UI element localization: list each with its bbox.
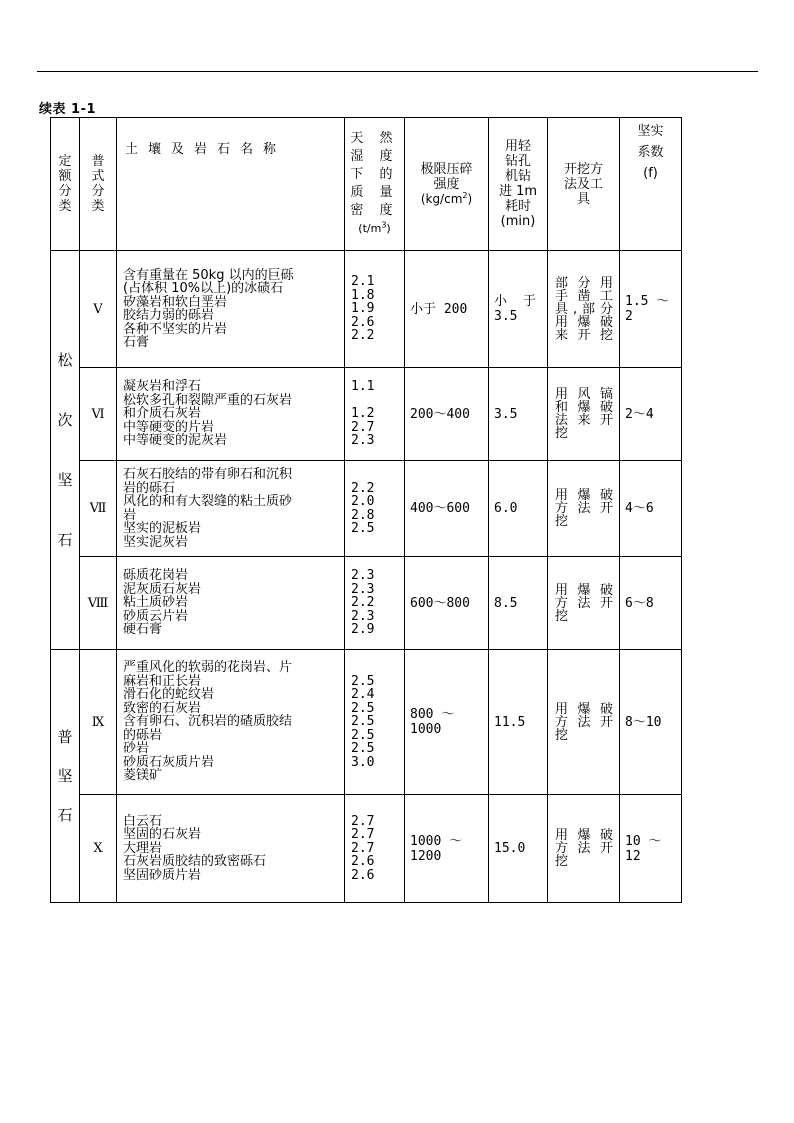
table-row (51, 251, 682, 368)
class-numeral: Ⅹ (80, 795, 117, 903)
class-numeral: Ⅵ (80, 368, 117, 461)
density-values: 2.2 2.0 2.8 2.5 (345, 461, 405, 557)
crush-strength-value: 800 ～ 1000 (405, 650, 489, 795)
density-values: 1.1 1.2 2.7 2.3 (345, 368, 405, 461)
rock-names: 白云石 坚固的石灰岩 大理岩 石灰岩质胶结的致密砾石 坚固砂质片岩 (117, 795, 345, 903)
firmness-coefficient: 4～6 (620, 461, 682, 557)
header-density: 天 然 湿 度 下 的 质 量 密 度 $(t/m^3)$ (345, 118, 405, 251)
density-values: 2.5 2.4 2.5 2.5 2.5 2.5 3.0 (345, 650, 405, 795)
table-row (51, 461, 682, 557)
header-quota-class: 定 额 分 类 (51, 118, 80, 251)
excavation-method: 用 风 镐 和 爆 破 法 来 开 挖 (548, 368, 620, 461)
group-label-ordinary-hard-rock: 普 坚 石 (51, 650, 80, 903)
top-rule (37, 71, 758, 72)
table-row (51, 557, 682, 650)
excavation-method: 用 爆 破 方 法 开 挖 (548, 461, 620, 557)
firmness-coefficient: 6～8 (620, 557, 682, 650)
crush-strength-value: 400～600 (405, 461, 489, 557)
rock-names: 石灰石胶结的带有卵石和沉积 岩的砾石 风化的和有大裂缝的粘土质砂 岩 坚实的泥板岩 坚实泥灰岩 (117, 461, 345, 557)
header-crush-strength: 极限压碎 强度 $(kg/cm^2)$ (405, 118, 489, 251)
excavation-method: 用 爆 破 方 法 开 挖 (548, 557, 620, 650)
header-firmness-coefficient: 坚实 系数 (f) (620, 118, 682, 251)
crush-strength-value: 200～400 (405, 368, 489, 461)
table-row (51, 795, 682, 903)
excavation-method: 用 爆 破 方 法 开 挖 (548, 650, 620, 795)
header-general-class: 普 式 分 类 (80, 118, 117, 251)
crush-strength-value: 小于 200 (405, 251, 489, 368)
excavation-method: 部 分 用 手凿工 具,部分 用 爆 破 来开挖 (548, 251, 620, 368)
class-numeral: Ⅶ (80, 461, 117, 557)
crush-strength-value: 1000 ～ 1200 (405, 795, 489, 903)
class-numeral: Ⅸ (80, 650, 117, 795)
header-excavation-method: 开挖方 法及工 具 (548, 118, 620, 251)
class-numeral: Ⅴ (80, 251, 117, 368)
rock-names: 含有重量在 50kg 以内的巨砾 (占体积 10%以上)的冰碛石 矽藻岩和软白垩岩 胶结力弱的砾岩 各种不坚实的片岩 石膏 (117, 251, 345, 368)
firmness-coefficient: 1.5 ～ 2 (620, 251, 682, 368)
header-drill-time: 用轻 钻孔 机钻 进 1m 耗时 (min) (489, 118, 548, 251)
header-row (51, 118, 682, 251)
density-values: 2.1 1.8 1.9 2.6 2.2 (345, 251, 405, 368)
drill-time-value: 6.0 (489, 461, 548, 557)
firmness-coefficient: 10 ～ 12 (620, 795, 682, 903)
drill-time-value: 11.5 (489, 650, 548, 795)
drill-time-value: 3.5 (489, 368, 548, 461)
firmness-coefficient: 8～10 (620, 650, 682, 795)
table-row (51, 368, 682, 461)
header-soil-rock-name: 土壤及岩石名称 (117, 118, 345, 251)
rock-classification-table (50, 117, 682, 903)
drill-time-value: 8.5 (489, 557, 548, 650)
table-caption: 续表 1-1 (39, 102, 97, 117)
rock-names: 严重风化的软弱的花岗岩、片 麻岩和正长岩 滑石化的蛇纹岩 致密的石灰岩 含有卵石、沉积岩的碴质胶结 的砾岩 砂岩 砂质石灰质片岩 菱镁矿 (117, 650, 345, 795)
crush-strength-value: 600～800 (405, 557, 489, 650)
drill-time-value: 15.0 (489, 795, 548, 903)
density-values: 2.7 2.7 2.7 2.6 2.6 (345, 795, 405, 903)
rock-names: 凝灰岩和浮石 松软多孔和裂隙严重的石灰岩 和介质石灰岩 中等硬变的片岩 中等硬变的泥灰岩 (117, 368, 345, 461)
density-values: 2.3 2.3 2.2 2.3 2.9 (345, 557, 405, 650)
table-row (51, 650, 682, 795)
excavation-method: 用 爆 破 方 法 开 挖 (548, 795, 620, 903)
group-label-soft-rock: 松 次 坚 石 (51, 251, 80, 650)
firmness-coefficient: 2～4 (620, 368, 682, 461)
class-numeral: Ⅷ (80, 557, 117, 650)
rock-names: 砾质花岗岩 泥灰质石灰岩 粘土质砂岩 砂质云片岩 硬石膏 (117, 557, 345, 650)
drill-time-value: 小 于 3.5 (489, 251, 548, 368)
